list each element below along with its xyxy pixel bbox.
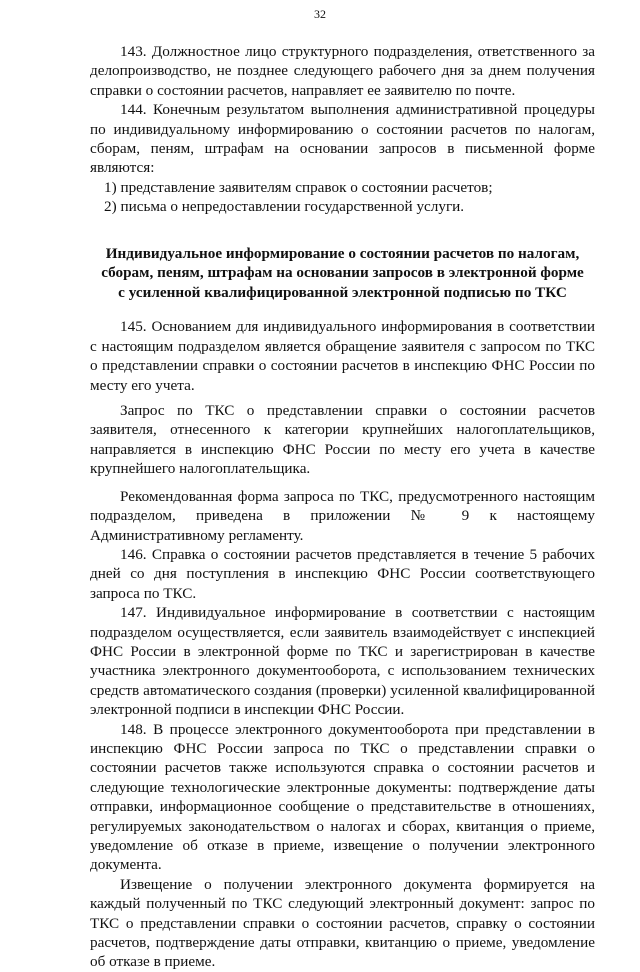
document-body — [90, 42, 595, 972]
paragraph-144: 144. Конечным результатом выполнения административной процедуры по индивидуальному информированию о состоянии расчетов по налогам, сборам, пеням, штрафам на основании запросов в письменной форме являются: — [90, 101, 595, 177]
page-number: 32 — [314, 7, 326, 21]
heading-line: с усиленной квалифицированной электронной подписью по ТКС — [118, 283, 567, 301]
paragraph-145: 145. Основанием для индивидуального информирования в соответствии с настоящим подразделом является обращение заявителя с запросом по ТКС о представлении справки о состоянии расчетов в инспекцию ФНС России по месту его учета. — [90, 318, 595, 394]
paragraph-147: 147. Индивидуальное информирование в соответствии с настоящим подразделом осуществляется, если заявитель взаимодействует с инспекцией ФНС России в электронной форме по ТКС и зарегистрирован в качестве участника электронного документооборота, с использованием технических средств автоматического создания (проверки) усиленной квалифицированной электронной подписи в инспекции ФНС России. — [90, 604, 595, 719]
paragraph-143: 143. Должностное лицо структурного подразделения, ответственного за делопроизводство, не позднее следующего рабочего дня за днем получения справки о состоянии расчетов, направляет ее заявителю по почте. — [90, 43, 595, 99]
paragraph-145-request: Запрос по ТКС о представлении справки о состоянии расчетов заявителя, отнесенного к категории крупнейших налогоплательщиков, направляется в инспекцию ФНС России по месту его учета в качестве крупнейшего налогоплательщика. — [90, 402, 595, 478]
heading-line: Индивидуальное информирование о состоянии расчетов по налогам, — [105, 244, 580, 262]
list-item-2: 2) письма о непредоставлении государственной услуги. — [104, 198, 465, 216]
section-heading — [90, 244, 595, 303]
heading-line: сборам, пеням, штрафам на основании запросов в электронной форме — [101, 264, 584, 282]
list-item-1: 1) представление заявителям справок о состоянии расчетов; — [104, 178, 493, 196]
paragraph-145-form: Рекомендованная форма запроса по ТКС, предусмотренного настоящим подразделом, приведена в приложении № 9 к настоящему Административному регламенту. — [90, 487, 595, 544]
paragraph-148-notice: Извещение о получении электронного документа формируется на каждый полученный по ТКС следующий электронный документ: запрос по ТКС о представлении справки о состоянии расчетов, справку о состоянии расчетов, подтверждение даты отправки, квитанцию о приеме, уведомление об отказе в приеме. — [90, 875, 595, 971]
paragraph-148: 148. В процессе электронного документооборота при представлении в инспекцию ФНС России запроса по ТКС о представлении справки о состоянии расчетов также используются справка о состоянии расчетов и следующие технологические электронные документы: подтверждение даты отправки, информационное сообщение о представительстве в отношениях, регулируемых законодательством о налогах и сборах, квитанция о приеме, уведомление об отказе в приеме, извещение о получении электронного документа. — [90, 720, 595, 874]
paragraph-146: 146. Справка о состоянии расчетов представляется в течение 5 рабочих дней со дня поступления в инспекцию ФНС России соответствующего запроса по ТКС. — [90, 545, 595, 602]
